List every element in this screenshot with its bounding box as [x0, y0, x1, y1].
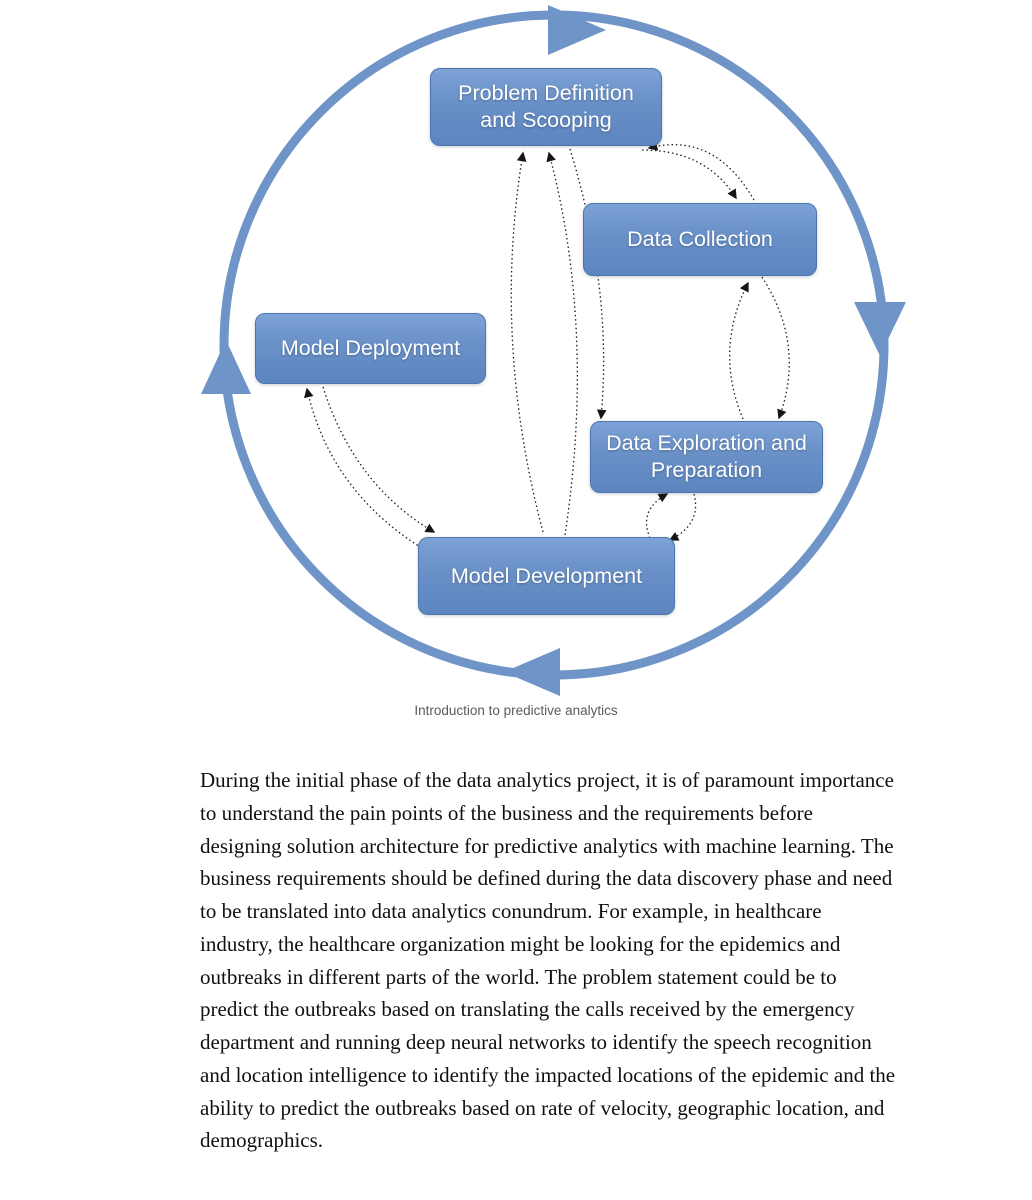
figure-caption: Introduction to predictive analytics [414, 703, 618, 718]
connector-dep-to-md [670, 494, 696, 540]
connector-md-to-pd [549, 153, 577, 535]
node-problem-definition: Problem Definition and Scooping [430, 68, 662, 146]
cycle-arrow-bottom-icon [504, 648, 560, 696]
cycle-arrow-left-icon [201, 340, 251, 394]
connector-dep-to-dc [730, 283, 748, 419]
connector-dc-to-pd [649, 145, 754, 200]
connector-dc-to-dep [762, 277, 789, 418]
node-model-deployment: Model Deployment [255, 313, 486, 384]
connector-pd-to-dep [570, 149, 604, 418]
connector-pd-to-dc [642, 150, 736, 198]
node-model-development: Model Development [418, 537, 675, 615]
body-paragraph: During the initial phase of the data analytics project, it is of paramount importance to understand the pain points of the business and the requirements before designing solution architecture for predictive analytics with machine learning. The business requirements should be defined during the data discovery phase and need to be translated into data analytics conundrum. For example, in healthcare industry, the healthcare organization might be looking for the epidemics and outbreaks in different parts of the world. The problem statement could be to predict the outbreaks based on translating the calls received by the emergency department and running deep neural networks to identify the speech recognition and location intelligence to identify the impacted locations of the epidemic and the ability to predict the outbreaks based on rate of velocity, geographic location, and demographics. [200, 768, 896, 1153]
connector-mdep-to-md [323, 387, 434, 532]
connector-md-to-pd-2 [511, 153, 543, 532]
cycle-arrow-right-icon [854, 302, 906, 356]
node-data-exploration: Data Exploration and Preparation [590, 421, 823, 493]
node-data-collection: Data Collection [583, 203, 817, 276]
connector-md-to-mdep [307, 389, 425, 550]
connector-md-to-dep [646, 494, 667, 538]
